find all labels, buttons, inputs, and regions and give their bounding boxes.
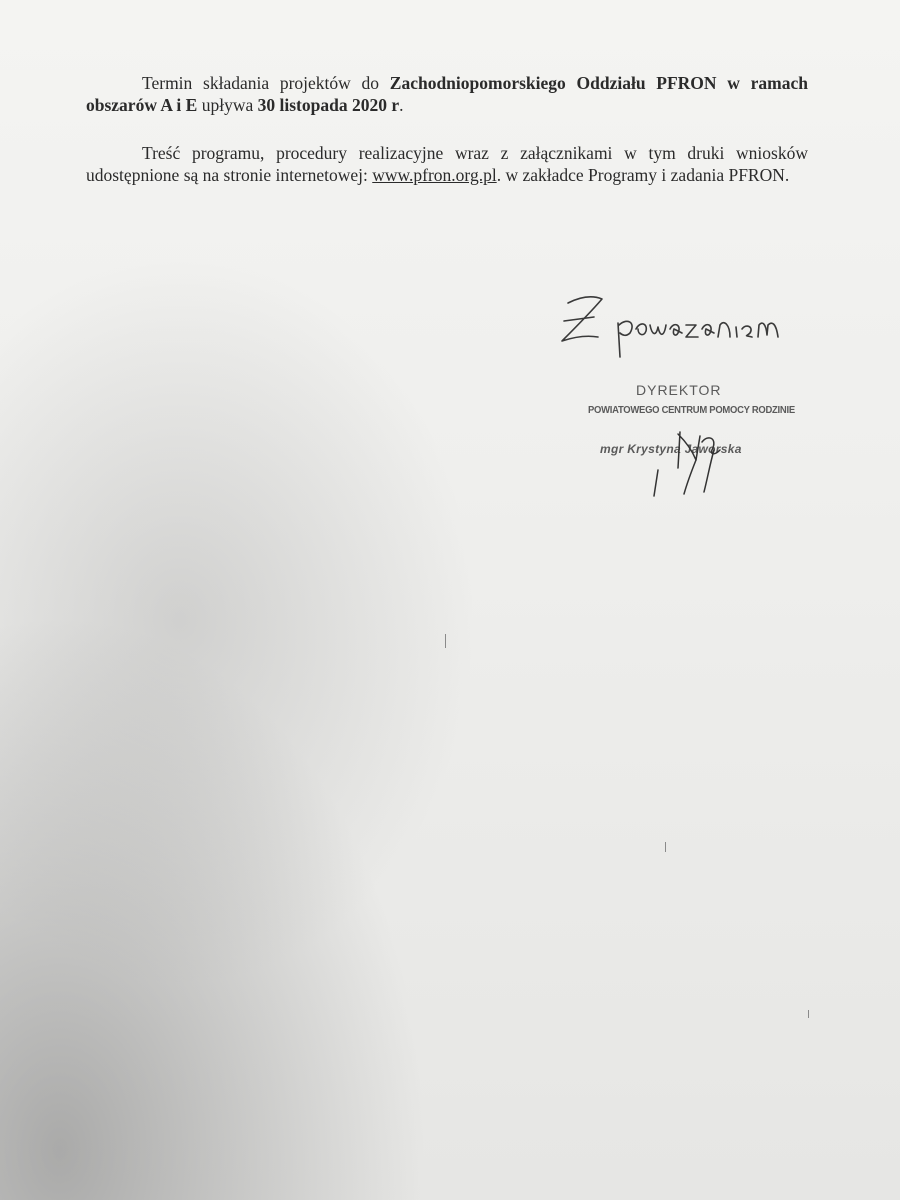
paper-speck <box>665 842 666 852</box>
paper-speck <box>808 1010 809 1018</box>
pfron-branch-name: Zachodniopomorskiego Oddziału PFRON <box>389 73 717 93</box>
areas-text: w ramach obszarów A i E <box>86 73 808 115</box>
deadline-date: 30 listopada 2020 r <box>257 95 400 115</box>
stamp-name: mgr Krystyna Jaworska <box>600 442 742 456</box>
program-text-part1: Treść programu, procedury realizacyjne wraz z załącznikami w tym druki wniosków udostępnione są na stronie internetowej: <box>86 143 808 185</box>
deadline-text-end: . <box>399 95 404 115</box>
deadline-text-part3: upływa <box>197 95 258 115</box>
stamp-organization: POWIATOWEGO CENTRUM POMOCY RODZINIE <box>588 404 795 416</box>
paragraph-deadline <box>86 72 808 116</box>
handwritten-closing <box>540 285 840 375</box>
signature-initials <box>640 420 750 510</box>
paragraph-program-info <box>86 142 808 186</box>
paper-speck <box>445 634 446 648</box>
stamp-title: DYREKTOR <box>636 382 722 398</box>
pfron-website-link[interactable]: www.pfron.org.pl <box>372 165 497 185</box>
program-text-part2: . w zakładce Programy i zadania PFRON. <box>496 165 790 185</box>
deadline-text-part1: Termin składania projektów do <box>142 73 390 93</box>
